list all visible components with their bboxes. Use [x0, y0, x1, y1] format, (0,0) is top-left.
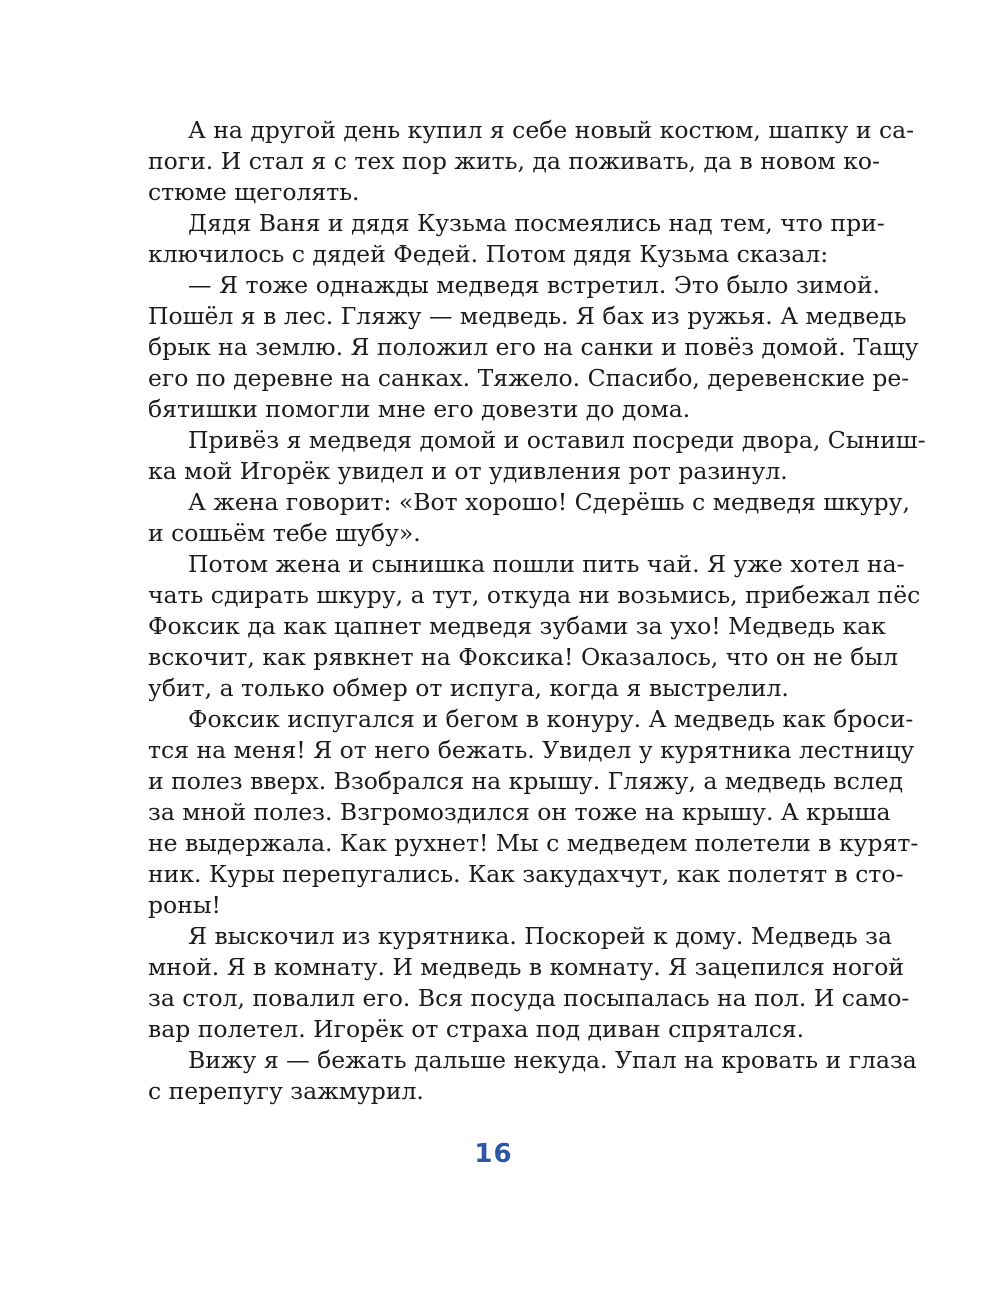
text-line: убит, а только обмер от испуга, когда я выстрелил.	[148, 674, 789, 702]
text-line: стюме щеголять.	[148, 178, 360, 206]
text-line: и сошьём тебе шубу».	[148, 519, 421, 547]
text-line: ка мой Игорёк увидел и от удивления рот разинул.	[148, 457, 788, 485]
text-line: Привёз я медведя домой и оставил посреди двора, Сыниш-	[188, 426, 926, 454]
text-line: Вижу я — бежать дальше некуда. Упал на кровать и глаза	[188, 1046, 917, 1074]
text-line: поги. И стал я с тех пор жить, да поживать, да в новом ко-	[148, 147, 880, 175]
text-line: А на другой день купил я себе новый костюм, шапку и са-	[188, 116, 915, 144]
text-line: А жена говорит: «Вот хорошо! Сдерёшь с медведя шкуру,	[188, 488, 910, 516]
text-line: и полез вверх. Взобрался на крышу. Гляжу, а медведь вслед	[148, 767, 904, 795]
text-line: Пошёл я в лес. Гляжу — медведь. Я бах из ружья. А медведь	[148, 302, 907, 330]
text-line: Я выскочил из курятника. Поскорей к дому. Медведь за	[188, 922, 892, 950]
text-line: не выдержала. Как рухнет! Мы с медведем полетели в курят-	[148, 829, 919, 857]
text-line: вар полетел. Игорёк от страха под диван спрятался.	[148, 1015, 805, 1043]
text-line: мной. Я в комнату. И медведь в комнату. Я зацепился ногой	[148, 953, 905, 981]
text-line: за стол, повалил его. Вся посуда посыпалась на пол. И само-	[148, 984, 910, 1012]
text-line: бятишки помогли мне его довезти до дома.	[148, 395, 691, 423]
text-line: вскочит, как рявкнет на Фоксика! Оказалось, что он не был	[148, 643, 898, 671]
text-line: ник. Куры перепугались. Как закудахчут, как полетят в сто-	[148, 860, 904, 888]
text-line: брык на землю. Я положил его на санки и повёз домой. Тащу	[148, 333, 919, 361]
text-line: — Я тоже однажды медведя встретил. Это было зимой.	[188, 271, 880, 299]
story-text	[148, 115, 926, 1107]
text-line: Фоксик испугался и бегом в конуру. А медведь как броси-	[188, 705, 914, 733]
text-line: с перепугу зажмурил.	[148, 1077, 424, 1105]
text-line: Потом жена и сынишка пошли пить чай. Я уже хотел на-	[188, 550, 905, 578]
text-line: за мной полез. Взгромоздился он тоже на крышу. А крыша	[148, 798, 891, 826]
text-line: роны!	[148, 891, 222, 919]
text-line: тся на меня! Я от него бежать. Увидел у курятника лестницу	[148, 736, 915, 764]
text-line: Фоксик да как цапнет медведя зубами за ухо! Медведь как	[148, 612, 886, 640]
text-line: ключилось с дядей Федей. Потом дядя Кузьма сказал:	[148, 240, 829, 268]
text-line: Дядя Ваня и дядя Кузьма посмеялись над тем, что при-	[188, 209, 885, 237]
page-number: 16	[474, 1139, 513, 1169]
text-line: его по деревне на санках. Тяжело. Спасибо, деревенские ре-	[148, 364, 910, 392]
text-line: чать сдирать шкуру, а тут, откуда ни возьмись, прибежал пёс	[148, 581, 921, 609]
